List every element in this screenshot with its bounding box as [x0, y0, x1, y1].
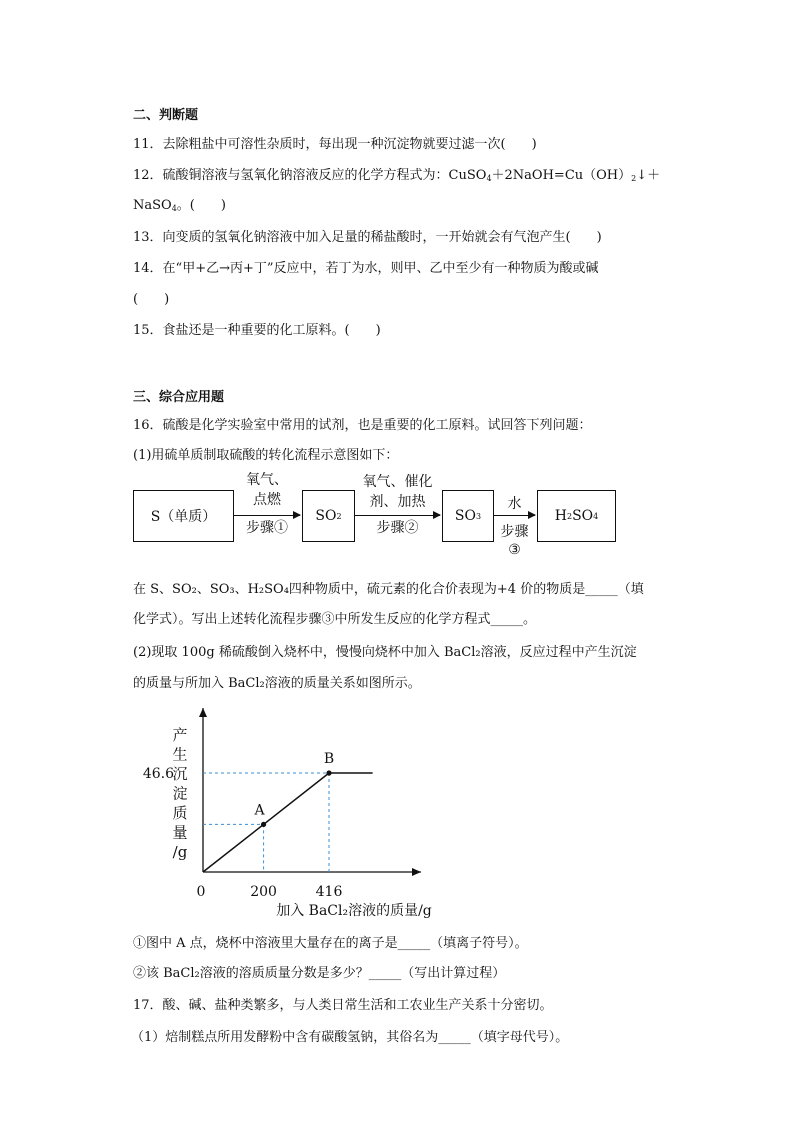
arrow2-label-top2: 剂、加热: [369, 494, 426, 510]
question-16-part2-line1: (2)现取 100g 稀硫酸倒入烧杯中，慢慢向烧杯中加入 BaCl₂溶液，反应过程中产生沉淀: [133, 645, 637, 660]
y-axis-label-char: 量: [172, 823, 188, 842]
arrow3-label-bottom1: 步骤: [500, 524, 529, 540]
q12-text-b: ＋2NaOH=Cu（OH）: [491, 168, 632, 183]
question-15: 15．食盐还是一种重要的化工原料。( ): [133, 323, 381, 338]
flow-box-so3: [442, 490, 494, 542]
so3-main: SO: [454, 508, 476, 524]
y-axis-label-char: 生: [172, 745, 188, 764]
flow-arrow-2: [355, 515, 440, 516]
flow-box-h2so4: [537, 490, 616, 542]
x-tick-label: 416: [315, 884, 343, 900]
arrow2-label-bottom: 步骤②: [376, 520, 419, 536]
question-16-text2: 化学式）。写出上述转化流程步骤③中所发生反应的化学方程式_____。: [133, 612, 537, 627]
arrow1-label-bottom: 步骤①: [246, 520, 288, 536]
question-14-line2: ( ): [133, 292, 170, 307]
arrow3-label-bottom2: ③: [508, 542, 521, 558]
y-axis-arrow: [199, 708, 207, 717]
y-axis-label-char: 产: [172, 726, 188, 744]
question-11: 11．去除粗盐中可溶性杂质时，每出现一种沉淀物就要过滤一次( ): [133, 137, 537, 152]
sub-question-1: ①图中 A 点，烧杯中溶液里大量存在的离子是_____（填离子符号）。: [133, 936, 528, 951]
question-17-part1: （1）焙制糕点所用发酵粉中含有碳酸氢钠，其俗名为_____（填字母代号）。: [131, 1030, 569, 1045]
q12-line2-sub: 4: [171, 204, 177, 213]
so2-sub: 2: [336, 511, 342, 521]
x-tick-label: 200: [250, 884, 277, 900]
q12-line2-b: 。( ): [176, 198, 226, 213]
question-16-part1: (1)用硫单质制取硫酸的转化流程示意图如下：: [133, 448, 399, 463]
section3-heading: 三、综合应用题: [133, 390, 225, 405]
question-13: 13．向变质的氢氧化钠溶液中加入足量的稀盐酸时，一开始就会有气泡产生( ): [133, 230, 602, 245]
flow-arrow-1: [234, 515, 300, 516]
h2so4-a: H: [554, 508, 567, 524]
h2so4-sub1: 2: [566, 511, 573, 521]
arrow3-label-top: 水: [507, 496, 522, 512]
arrow1-label-top1: 氧气、: [246, 472, 288, 488]
point-a: [261, 822, 266, 827]
q12-text-c: ↓＋: [636, 168, 661, 183]
point-label-a: A: [254, 802, 265, 819]
y-axis-label-char: 淀: [172, 784, 188, 803]
x-tick-label: 0: [196, 884, 206, 900]
question-12-line2: [133, 194, 226, 213]
question-16-intro: 16．硫酸是化学实验室中常用的试剂，也是重要的化工原料。试回答下列问题：: [133, 418, 592, 433]
y-axis-label-char: 沉: [172, 765, 188, 783]
flow-arrow-3: [494, 515, 535, 516]
flow-box-s: S（单质）: [133, 490, 234, 542]
y-axis-label-char: 质: [172, 804, 188, 822]
y-axis-label-char: /g: [172, 843, 188, 861]
q12-line2-a: NaSO: [133, 198, 172, 213]
so2-main: SO: [315, 508, 337, 524]
section2-heading: 二、判断题: [133, 108, 199, 123]
series-line: [203, 773, 373, 872]
question-16-part2-line2: 的质量与所加入 BaCl₂溶液的质量关系如图所示。: [133, 676, 421, 691]
question-12: [133, 164, 660, 183]
arrow1-label-top2: 点燃: [253, 492, 281, 508]
q12-sub-b: 2: [631, 174, 637, 183]
point-label-b: B: [323, 751, 335, 767]
so3-sub: 3: [475, 511, 482, 521]
h2so4-sub2: 4: [593, 511, 599, 521]
q12-sub-a: 4: [486, 174, 492, 183]
point-b: [326, 770, 331, 775]
q12-text-a: 12．硫酸铜溶液与氢氧化钠溶液反应的化学方程式为：CuSO: [133, 168, 487, 183]
y-tick-label: 46.6: [142, 766, 174, 782]
question-16-text1: 在 S、SO₂、SO₃、H₂SO₄四种物质中，硫元素的化合价表现为+4 价的物质是_____（填: [133, 582, 644, 597]
question-14: 14．在“甲+乙→丙+丁”反应中，若丁为水，则甲、乙中至少有一种物质为酸或碱: [133, 261, 599, 276]
h2so4-b: SO: [572, 508, 594, 524]
question-17: 17．酸、碱、盐种类繁多，与人类日常生活和工农业生产关系十分密切。: [133, 998, 553, 1013]
x-axis-arrow: [412, 868, 421, 876]
x-axis-label: 加入 BaCl₂溶液的质量/g: [276, 903, 432, 919]
flow-box-so2: [302, 490, 355, 542]
arrow2-label-top1: 氧气、催化: [362, 474, 433, 490]
sub-question-2: ②该 BaCl₂溶液的溶质质量分数是多少？_____（写出计算过程）: [133, 966, 506, 981]
